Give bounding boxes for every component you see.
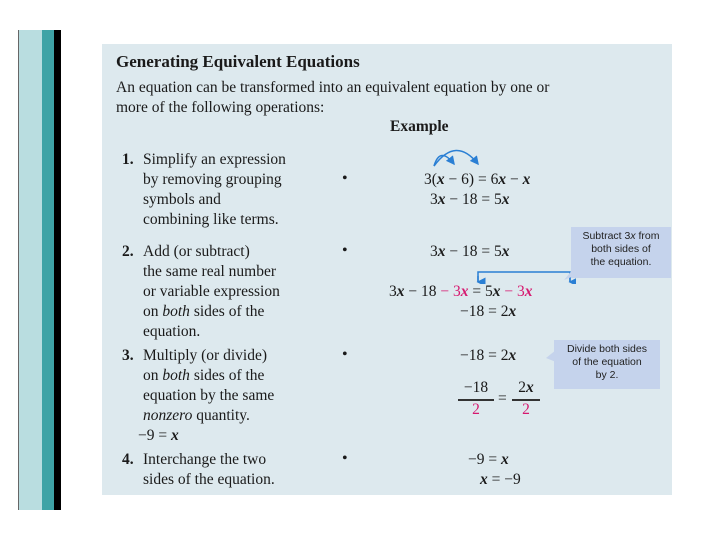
- intro-line-2: more of the following operations:: [116, 99, 325, 116]
- item-2-line-1: Add (or subtract): [143, 243, 250, 260]
- eq-4a: −9 = x: [468, 451, 509, 468]
- item-1-line-4: combining like terms.: [143, 211, 279, 228]
- distribute-arrows-icon: [424, 142, 494, 174]
- note-subtract-line-3: the equation.: [590, 256, 652, 268]
- item-3-line-2: on both sides of the: [143, 367, 265, 384]
- item-1-line-2: by removing grouping: [143, 171, 282, 188]
- item-2-bullet: •: [342, 242, 348, 259]
- note-divide-pointer-icon: [546, 350, 556, 364]
- item-2-line-2: the same real number: [143, 263, 276, 280]
- eq-2b: 3x − 18 − 3x = 5x − 3x: [389, 283, 533, 300]
- item-1-line-3: symbols and: [143, 191, 221, 208]
- eq-2c: −18 = 2x: [460, 303, 517, 320]
- eq-2a: 3x − 18 = 5x: [430, 243, 510, 260]
- eq-3-numerator-right: 2x: [518, 379, 534, 396]
- note-subtract-line-1: Subtract 3x from: [582, 230, 660, 242]
- item-3-line-1: Multiply (or divide): [143, 347, 267, 364]
- item-2-line-4: on both sides of the: [143, 303, 265, 320]
- decor-stripe-black: [54, 30, 61, 510]
- note-divide: [554, 340, 660, 389]
- eq-3-equals: =: [498, 390, 507, 407]
- example-header: Example: [390, 118, 449, 135]
- eq-1a: 3(x − 6) = 6x − x: [424, 171, 531, 188]
- eq-3a: −18 = 2x: [460, 347, 517, 364]
- decor-stripe-light: [18, 30, 42, 510]
- note-divide-line-2: of the equation: [572, 356, 642, 368]
- note-subtract-line-2: both sides of: [591, 243, 651, 255]
- item-3-extra: −9 = x: [138, 427, 179, 444]
- item-4-bullet: •: [342, 450, 348, 467]
- eq-3-denominator-right: 2: [522, 401, 530, 418]
- subtract-bracket-icon: [472, 268, 576, 284]
- item-4-line-2: sides of the equation.: [143, 471, 275, 488]
- eq-1b: 3x − 18 = 5x: [430, 191, 510, 208]
- item-2-line-3: or variable expression: [143, 283, 280, 300]
- eq-3-numerator-left: −18: [463, 379, 489, 396]
- content-panel: [102, 44, 672, 495]
- note-divide-line-3: by 2.: [595, 369, 619, 381]
- item-2-number: 2.: [122, 243, 134, 260]
- item-3-number: 3.: [122, 347, 134, 364]
- intro-line-1: An equation can be transformed into an equivalent equation by one or: [116, 79, 550, 96]
- item-4-line-1: Interchange the two: [143, 451, 267, 468]
- item-1-bullet: •: [342, 170, 348, 187]
- page-title: Generating Equivalent Equations: [116, 52, 360, 71]
- note-divide-line-1: Divide both sides: [567, 343, 647, 355]
- item-3-bullet: •: [342, 346, 348, 363]
- item-3-line-4: nonzero quantity.: [143, 407, 250, 424]
- eq-3-denominator-left: 2: [472, 401, 480, 418]
- item-4-number: 4.: [122, 451, 134, 468]
- item-1-number: 1.: [122, 151, 134, 168]
- eq-4b: x = −9: [480, 471, 521, 488]
- item-3-line-3: equation by the same: [143, 387, 275, 404]
- note-subtract: [571, 227, 671, 278]
- item-1-line-1: Simplify an expression: [143, 151, 286, 168]
- item-2-line-5: equation.: [143, 323, 201, 340]
- note-subtract-pointer-icon: [564, 268, 574, 282]
- decor-stripe-teal: [42, 30, 54, 510]
